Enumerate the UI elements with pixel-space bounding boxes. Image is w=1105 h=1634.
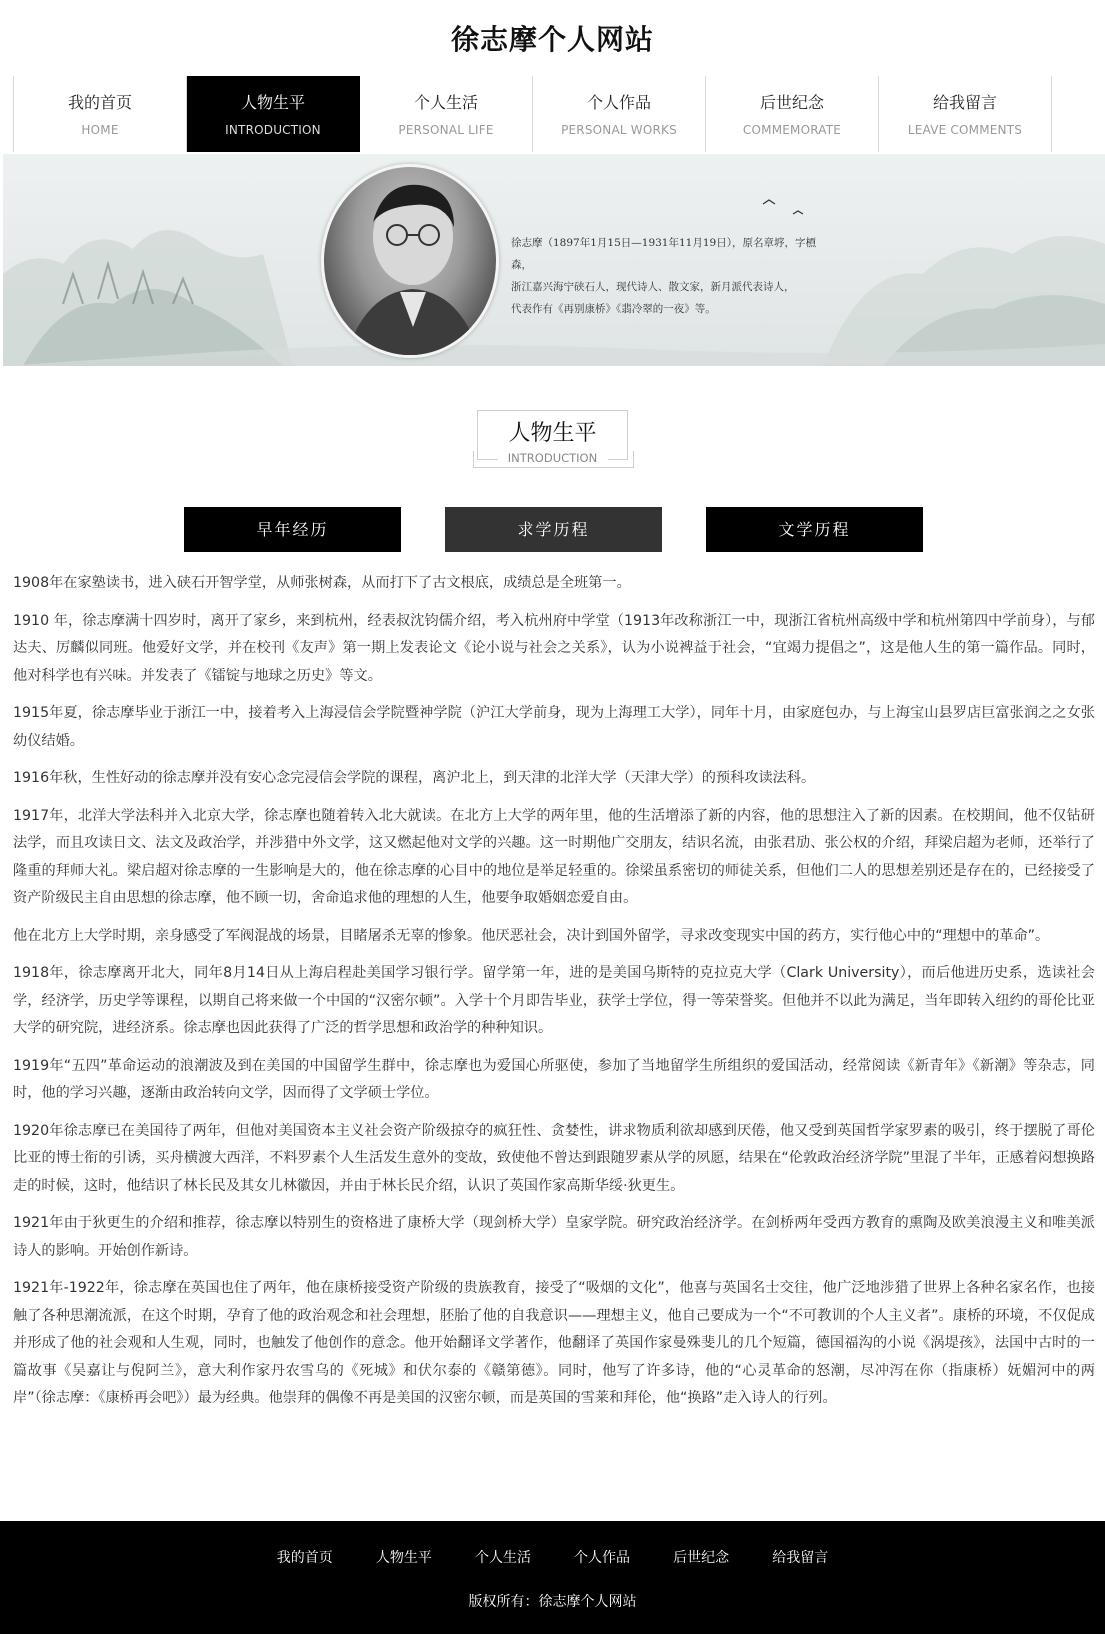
nav-item-label: 后世纪念 <box>759 93 824 112</box>
nav-item-personal-works[interactable] <box>533 76 706 152</box>
paragraph: 1910 年，徐志摩满十四岁时，离开了家乡，来到杭州，经表叔沈钧儒介绍，考入杭州府中学堂（1913年改称浙江一中，现浙江省杭州高级中学和杭州第四中学前身），与郁达夫、厉麟似同班。他爱好文学，并在校刊《友声》第一期上发表论文《论小说与社会之关系》，认为小说裨益于社会，“宜竭力提倡之”，这是他人生的第一篇作品。同时，他对科学也有兴味。并发表了《镭锭与地球之历史》等文。 <box>13 612 1095 684</box>
nav-item-sublabel: HOME <box>81 123 119 137</box>
paragraph: 1918年，徐志摩离开北大，同年8月14日从上海启程赴美国学习银行学。留学第一年，进的是美国乌斯特的克拉克大学（Clark University），而后他进历史系，选读社会学，经济学，历史学等课程，以期自己将来做一个中国的“汉密尔顿”。入学十个月即告毕业，获学士学位，得一等荣誉奖。但他并不以此为满足，当年即转入纽约的哥伦比亚大学的研究院，进经济系。徐志摩也因此获得了广泛的哲学思想和政治学的种种知识。 <box>13 965 1095 1036</box>
paragraph: 1919年“五四”革命运动的浪潮波及到在美国的中国留学生群中，徐志摩也为爱国心所驱使，参加了当地留学生所组织的爱国活动，经常阅读《新青年》《新潮》等杂志，同时，他的学习兴趣，逐渐由政治转向文学，因而得了文学硕士学位。 <box>13 1057 1095 1101</box>
nav-item-commemorate[interactable] <box>706 76 879 152</box>
paragraph: 1915年夏，徐志摩毕业于浙江一中，接着考入上海浸信会学院暨神学院（沪江大学前身，现为上海理工大学），同年十月，由家庭包办，与上海宝山县罗店巨富张润之之女张幼仪结婚。 <box>13 705 1095 749</box>
banner-intro-text <box>511 232 831 320</box>
banner-line: 代表作有《再别康桥》《翡冷翠的一夜》等。 <box>511 303 716 315</box>
paragraph: 1908年在家塾读书，进入硖石开智学堂，从师张树森，从而打下了古文根底，成绩总是全班第一。 <box>13 575 631 591</box>
nav-item-home[interactable] <box>14 76 187 152</box>
footer-link-personal-life[interactable]: 个人生活 <box>474 1550 531 1566</box>
paragraph: 他在北方上大学时期，亲身感受了军阀混战的场景，目睹屠杀无辜的惨象。他厌恶社会，决计到国外留学，寻求改变现实中国的药方，实行他心中的“理想中的革命”。 <box>13 927 1050 944</box>
section-title: 人物生平 <box>508 421 597 446</box>
site-title: 徐志摩个人网站 <box>450 23 654 56</box>
nav-item-label: 人物生平 <box>240 93 305 112</box>
footer-link-home[interactable]: 我的首页 <box>276 1550 333 1566</box>
nav-item-sublabel: LEAVE COMMENTS <box>907 123 1023 137</box>
footer-link-introduction[interactable]: 人物生平 <box>375 1550 432 1566</box>
tab-education[interactable]: 求学历程 <box>445 507 662 552</box>
nav-item-sublabel: PERSONAL LIFE <box>398 123 494 137</box>
nav-item-label: 个人作品 <box>586 93 651 112</box>
paragraph: 1916年秋，生性好动的徐志摩并没有安心念完浸信会学院的课程，离沪北上，到天津的北洋大学（天津大学）的预科攻读法科。 <box>13 770 816 786</box>
biography-content <box>13 570 1095 1423</box>
nav-item-personal-life[interactable] <box>360 76 533 152</box>
nav-item-label: 个人生活 <box>413 93 478 112</box>
copyright-text: 版权所有：徐志摩个人网站 <box>468 1594 637 1610</box>
footer-nav <box>0 1547 1105 1567</box>
hero-banner <box>3 154 1105 366</box>
nav-item-label: 给我留言 <box>932 93 997 112</box>
main-nav <box>13 76 1079 152</box>
tab-early-years[interactable]: 早年经历 <box>184 507 401 552</box>
paragraph: 1920年徐志摩已在美国待了两年，但他对美国资本主义社会资产阶级掠夺的疯狂性、贪婪性，讲求物质利欲却感到厌倦，他又受到英国哲学家罗素的吸引，终于摆脱了哥伦比亚的博士衔的引诱，买舟横渡大西洋，不料罗素个人生活发生意外的变故，致使他不曾达到跟随罗素从学的夙愿，结果在“伦敦政治经济学院”里混了半年，正感着闷想换路走的时候，这时，他结识了林长民及其女儿林徽因，并由于林长民介绍，认识了英国作家高斯华绥·狄更生。 <box>13 1122 1095 1194</box>
nav-item-sublabel: PERSONAL WORKS <box>561 123 677 137</box>
footer <box>0 1521 1105 1634</box>
section-heading <box>477 410 628 465</box>
paragraph: 1917年，北洋大学法科并入北京大学，徐志摩也随着转入北大就读。在北方上大学的两年里，他的生活增添了新的内容，他的思想注入了新的因素。在校期间，他不仅钻研法学，而且攻读日文、法文及政治学，并涉猎中外文学，这又燃起他对文学的兴趣。这一时期他广交朋友，结识名流，由张君劢、张公权的介绍，拜梁启超为老师，还举行了隆重的拜师大礼。梁启超对徐志摩的一生影响是大的，他在徐志摩的心目中的地位是举足轻重的。徐梁虽系密切的师徒关系，但他们二人的思想差别还是存在的，已经接受了资产阶级民主自由思想的徐志摩，他不顾一切，舍命追求他的理想的人生，他要争取婚姻恋爱自由。 <box>13 807 1095 906</box>
paragraph: 1921年由于狄更生的介绍和推荐，徐志摩以特别生的资格进了康桥大学（现剑桥大学）皇家学院。研究政治经济学。在剑桥两年受西方教育的熏陶及欧美浪漫主义和唯美派诗人的影响。开始创作新诗。 <box>13 1215 1095 1259</box>
banner-line: 徐志摩（1897年1月15日—1931年11月19日），原名章垿，字槱森， <box>511 237 816 271</box>
footer-link-personal-works[interactable]: 个人作品 <box>574 1550 631 1566</box>
tab-literary-career[interactable]: 文学历程 <box>706 507 923 552</box>
nav-item-label: 我的首页 <box>67 93 132 112</box>
banner-line: 浙江嘉兴海宁硖石人，现代诗人、散文家，新月派代表诗人， <box>511 281 795 293</box>
portrait-photo <box>321 164 499 358</box>
section-subtitle: INTRODUCTION <box>498 451 608 465</box>
nav-item-sublabel: COMMEMORATE <box>742 123 842 137</box>
nav-item-leave-comments[interactable] <box>879 76 1052 152</box>
footer-link-commemorate[interactable]: 后世纪念 <box>673 1550 730 1566</box>
paragraph: 1921年-1922年，徐志摩在英国也住了两年，他在康桥接受资产阶级的贵族教育，接受了“吸烟的文化”，他喜与英国名士交往，他广泛地涉猎了世界上各种名家名作，也接触了各种思潮流派，在这个时期，孕育了他的政治观念和社会理想，胚胎了他的自我意识——理想主义，他自己要成为一个“不可教训的个人主义者”。康桥的环境，不仅促成并形成了他的社会观和人生观，同时，也触发了他创作的意念。他开始翻译文学著作，他翻译了英国作家曼殊斐儿的几个短篇，德国福沟的小说《涡堤孩》，法国中古时的一篇故事《吴嘉让与倪阿兰》，意大利作家丹农雪乌的《死城》和伏尔泰的《赣第德》。同时，他写了许多诗，他的“心灵革命的怒潮，尽冲泻在你（指康桥）妩媚河中的两岸”（徐志摩：《康桥再会吧》）最为经典。他崇拜的偶像不再是美国的汉密尔顿，而是英国的雪莱和拜伦，他“换路”走入诗人的行列。 <box>13 1280 1095 1406</box>
nav-item-introduction[interactable] <box>187 76 360 152</box>
footer-link-leave-comments[interactable]: 给我留言 <box>772 1550 829 1566</box>
nav-item-sublabel: INTRODUCTION <box>225 123 321 137</box>
